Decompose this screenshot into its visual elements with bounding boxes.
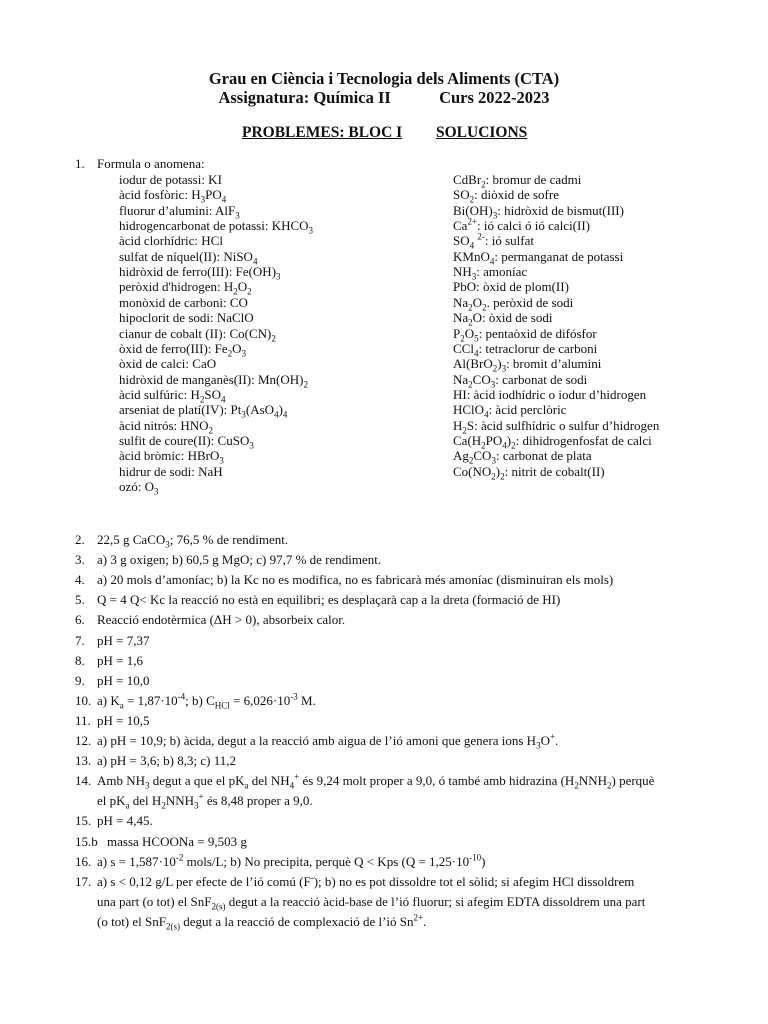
- formula-item-left: arseniat de platí(IV): $Pt_3(AsO_4)_4$: [119, 402, 288, 420]
- formula-item-left: monòxid de carboni: CO: [119, 294, 248, 310]
- answer-number: 12.: [75, 733, 92, 748]
- answer-number: 4.: [75, 572, 85, 588]
- formula-item-left: òxid de calci: CaO: [119, 356, 217, 372]
- formula-item-right: HI: àcid iodhídric o iodur d’hidrogen: [453, 386, 647, 402]
- formula-item-right: $P_2O_5$: pentaòxid de difósfor: [453, 325, 597, 344]
- answer-text: a) $K_a = 1,87\cdot 10^{-4}$; b) $C_{HCl} = 6,026\cdot 10^{-3}$ M.: [97, 691, 316, 711]
- formula-item-left: àcid fosfòric: $H_3PO_4$: [119, 187, 227, 205]
- formula-item-left: peròxid d'hidrogen: $H_2O_2$: [119, 279, 252, 298]
- answer-text: Amb $NH_3$ degut a que el $pK_a$ del $NH_4^+$ és 9,24 molt proper a 9,0, ó també amb hidrazina $(H_2NNH_2)$ perquè: [97, 771, 655, 791]
- formula-item-left: hipoclorit de sodi: NaClO: [119, 310, 254, 326]
- answer-text: (o tot) el SnF$_{2(s)}$ degut a la reacció de complexació de l’ió $Sn^{2+}$.: [97, 912, 427, 932]
- formula-item-left: àcid sulfúric: $H_2SO_4$: [119, 386, 226, 405]
- formula-item-right: CCl$_4$: tetraclorur de carboni: [453, 340, 598, 359]
- formula-item-left: cianur de cobalt (II): $Co(CN)_2$: [119, 325, 276, 344]
- answer-number: 15.b: [75, 833, 98, 849]
- answer-text: pH = 10,5: [97, 712, 150, 728]
- answer-number: 6.: [75, 612, 85, 628]
- formula-item-right: $Na_2O_2$. peròxid de sodi: [453, 294, 574, 313]
- formula-item-right: HClO$_4$: àcid perclòric: [453, 402, 567, 420]
- answer-text: pH = 1,6: [97, 652, 143, 668]
- formula-item-right: $Ca^{2+}$: ió calci ó ió calci(II): [453, 216, 591, 234]
- problem-1-intro: Formula o anomena:: [97, 156, 205, 171]
- formula-item-left: hidrur de sodi: NaH: [119, 463, 223, 479]
- formula-item-left: hidròxid de manganès(II): $Mn(OH)_2$: [119, 371, 308, 390]
- formula-item-left: fluorur d’alumini: AlF$_3$: [119, 202, 240, 221]
- answer-number: 9.: [75, 672, 85, 688]
- formula-item-right: $Na_2CO_3$: carbonat de sodi: [453, 371, 588, 390]
- answer-text: el $pK_a$ del $H_2NNH_3^+$ és 8,48 proper a 9,0.: [97, 791, 313, 811]
- answer-text: a) s < 0,12 g/L per efecte de l’ió comú (F-); b) no es pot dissoldre tot el sòlid; si afegim HCl dissoldrem: [97, 872, 635, 889]
- answer-text: una part (o tot) el SnF$_{2(s)}$ degut a la reacció àcid-base de l’ió fluorur; si afegim EDTA dissoldrem una part: [97, 893, 646, 912]
- formula-item-left: hidròxid de ferro(III): $Fe(OH)_3$: [119, 264, 281, 282]
- answer-text: pH = 7,37: [97, 632, 150, 648]
- formula-item-left: sulfit de coure(II): CuSO$_3$: [119, 432, 254, 451]
- answer-number: 17.: [75, 873, 92, 889]
- formula-item-right: $NH_3$: amoníac: [453, 264, 528, 282]
- formula-item-right: $Bi(OH)_3$: hidròxid de bismut(III): [453, 202, 624, 221]
- answer-text: 22,5 g CaCO$_3$; 76,5 % de rendiment.: [97, 532, 289, 550]
- subject-name: Assignatura: Química II: [218, 88, 391, 107]
- formula-item-right: $SO_4$ $^{2-}$: ió sulfat: [453, 232, 534, 251]
- formula-item-left: sulfat de níquel(II): NiSO$_4$: [119, 248, 258, 267]
- formula-item-right: PbO: òxid de plom(II): [453, 279, 569, 295]
- answer-text: pH = 10,0: [97, 672, 150, 688]
- answer-number: 3.: [75, 552, 85, 568]
- answer-number: 8.: [75, 652, 85, 668]
- answer-number: 14.: [75, 773, 92, 789]
- section-title: PROBLEMES: BLOC I: [242, 124, 403, 141]
- formula-item-left: hidrogencarbonat de potassi: $KHCO_3$: [119, 218, 314, 236]
- answer-number: 10.: [75, 692, 92, 708]
- formula-item-right: $Co(NO_2)_2$: nitrit de cobalt(II): [453, 463, 605, 482]
- formula-item-left: àcid clorhídric: HCl: [119, 233, 223, 249]
- answer-text: Q = 4 Q< Kc la reacció no està en equilibri; es desplaçarà cap a la dreta (formació de HI): [97, 592, 561, 608]
- formula-item-right: KMnO$_4$: permanganat de potassi: [453, 248, 624, 267]
- formula-item-right: $Na_2O$: òxid de sodi: [453, 310, 553, 328]
- answer-text: a) 3 g oxigen; b) 60,5 g MgO; c) 97,7 % de rendiment.: [97, 552, 382, 568]
- course-title: Grau en Ciència i Tecnologia dels Aliments (CTA): [208, 69, 560, 88]
- answer-number: 2.: [75, 532, 85, 547]
- formula-item-right: $SO_2$: diòxid de sofre: [453, 187, 559, 205]
- problem-1-number: 1.: [75, 156, 85, 171]
- formula-item-left: òxid de ferro(III): $Fe_2O_3$: [119, 340, 247, 359]
- answer-number: 16.: [75, 853, 92, 869]
- solutions-label: SOLUCIONS: [436, 124, 528, 141]
- answer-text: massa HCOONa = 9,503 g: [107, 833, 247, 849]
- answer-number: 13.: [75, 753, 92, 769]
- answer-text: Reacció endotèrmica (ΔH > 0), absorbeix calor.: [97, 612, 346, 628]
- answer-number: 11.: [75, 712, 91, 728]
- answer-text: a) pH = 3,6; b) 8,3; c) 11,2: [97, 753, 236, 769]
- answer-text: a) $s = 1,587\cdot 10^{-2}$ mols/L; b) No precipita, perquè Q < Kps $(Q = 1,25\cdot 10^{-10})$: [97, 852, 486, 869]
- formula-item-left: àcid bròmic: HBrO$_3$: [119, 448, 224, 466]
- answer-number: 5.: [75, 592, 85, 608]
- answer-text: a) pH = 10,9; b) àcida, degut a la reacció amb aigua de l’ió amoni que genera ions $H_3O^+$.: [97, 731, 559, 751]
- answer-number: 15.: [75, 813, 92, 829]
- answer-text: a) 20 mols d’amoníac; b) la Kc no es modifica, no es fabricarà més amoníac (disminuiran els mols): [97, 572, 614, 588]
- formula-item-right: CdBr$_2$: bromur de cadmi: [453, 172, 582, 190]
- formula-item-left: ozó: $O_3$: [119, 479, 159, 497]
- formula-item-right: $Ag_2CO_3$: carbonat de plata: [453, 448, 592, 466]
- subject-line: [0, 89, 768, 107]
- course-year: Curs 2022-2023: [439, 88, 550, 107]
- answer-number: 7.: [75, 632, 85, 648]
- formula-item-right: $Al(BrO_2)_3$: bromit d’alumini: [453, 356, 602, 374]
- formula-item-left: iodur de potassi: KI: [119, 172, 222, 187]
- formula-item-right: $H_2S$: àcid sulfhídric o sulfur d’hidrogen: [453, 417, 660, 436]
- formula-item-right: $Ca(H_2PO_4)_2$: dihidrogenfosfat de calci: [453, 432, 652, 451]
- answer-text: pH = 4,45.: [97, 813, 153, 829]
- formula-item-left: àcid nitrós: $HNO_2$: [119, 417, 214, 436]
